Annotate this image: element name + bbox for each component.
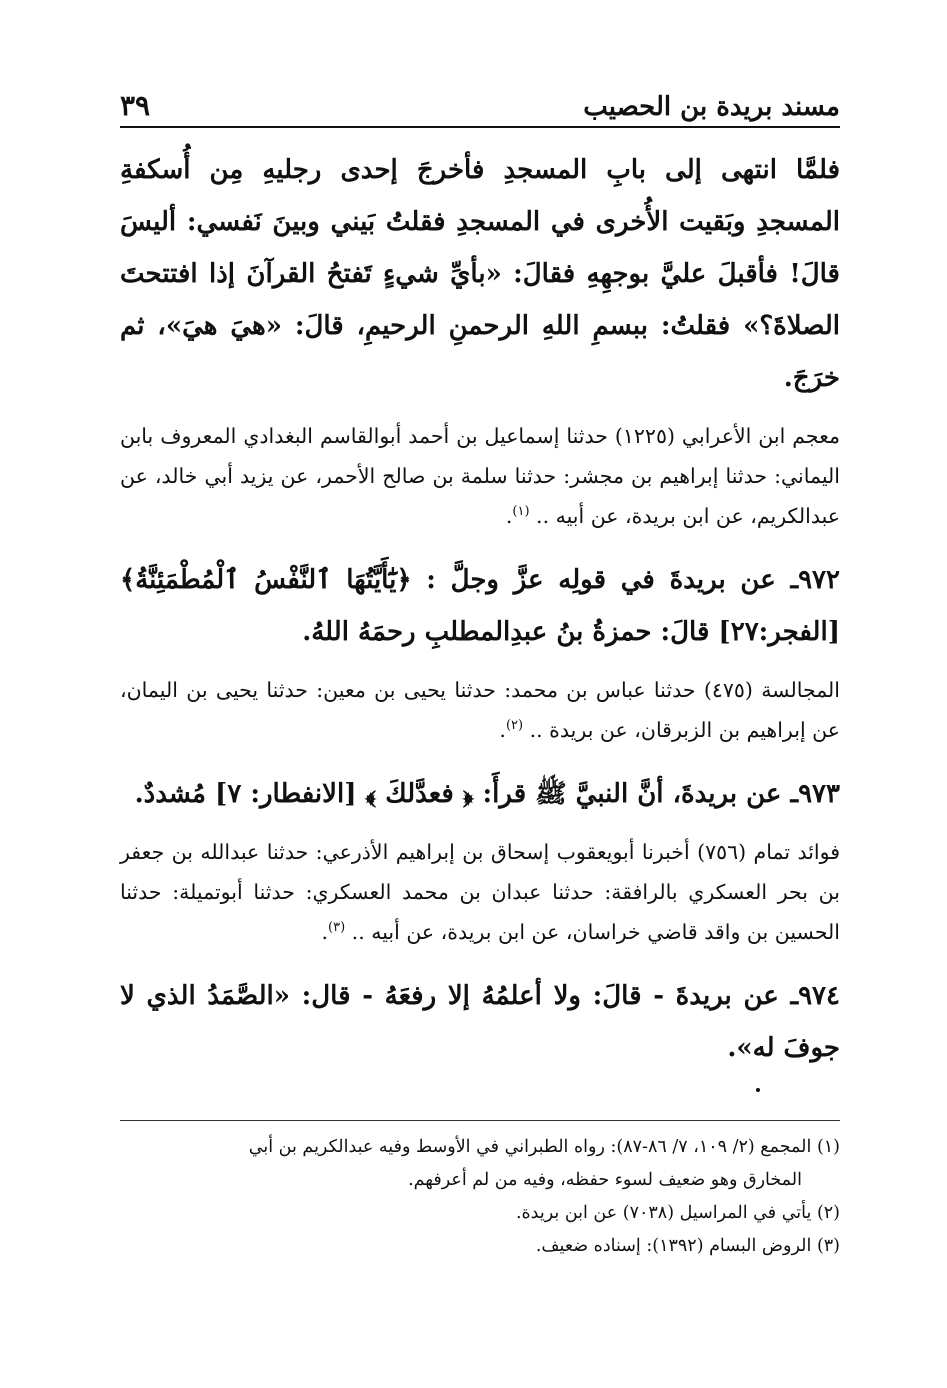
footnote-2: [120, 1197, 840, 1230]
hadith-text: ٩٧٢ـ عن بريدةَ في قولِه عزَّ وجلَّ : ﴿يَٰٓأَيَّتُهَا ٱلنَّفْسُ ٱلْمُطْمَئِنَّةُ﴾ [الفجر:٢٧] قالَ: حمزةُ بنُ عبدِالمطلبِ رحمَهُ اللهُ.: [120, 565, 840, 647]
source-paragraph: [120, 670, 840, 750]
source-text: معجم ابن الأعرابي (١٢٢٥) حدثنا إسماعيل بن أحمد أبوالقاسم البغدادي المعروف بابن اليماني: حدثنا إبراهيم بن مجشر: حدثنا سلمة بن صالح الأحمر، عن يزيد أبي خالد، عن عبدالكريم، عن ابن بريدة، عن أبيه ..: [120, 424, 841, 528]
source-paragraph: [120, 832, 840, 952]
footnote-ref: (١): [512, 504, 530, 520]
footnote-label: (٣): [816, 1236, 840, 1256]
footnotes: [120, 1120, 840, 1263]
footnote-3: [120, 1230, 840, 1263]
source-text: فوائد تمام (٧٥٦) أخبرنا أبويعقوب إسحاق بن إبراهيم الأذرعي: حدثنا عبدالله بن جعفر بن بحر العسكري بالرافقة: حدثنا عبدان بن محمد العسكري: حدثنا أبوتميلة: حدثنا الحسين بن واقد قاضي خراسان، عن ابن بريدة، عن أبيه ..: [120, 840, 840, 944]
footnote-label: (٢): [816, 1203, 840, 1223]
hadith-continuation: [120, 144, 840, 404]
separator-dot: [756, 1088, 760, 1092]
hadith-974: [120, 970, 840, 1074]
hadith-973: [120, 768, 840, 820]
source-end: .: [505, 504, 513, 528]
page-header: [120, 86, 840, 128]
running-head: مسند بريدة بن الحصيب: [583, 92, 840, 122]
footnote-text: الروض البسام (١٣٩٢): إسناده ضعيف.: [535, 1236, 812, 1256]
source-block: [120, 670, 840, 750]
page-number: ٣٩: [120, 89, 151, 122]
source-paragraph: [120, 416, 840, 536]
footnote-label: (١): [816, 1137, 840, 1157]
source-end: .: [499, 718, 506, 742]
source-end: .: [321, 920, 328, 944]
source-block: [120, 832, 840, 952]
hadith-text: ٩٧٤ـ عن بريدةَ - قالَ: ولا أعلمُهُ إلا رفعَهُ - قال: «الصَّمَدُ الذي لا جوفَ له».: [120, 981, 840, 1063]
footnote-1: [120, 1131, 840, 1164]
page-body: [120, 86, 840, 1074]
footnote-1-continuation: المخارق وهو ضعيف لسوء حفظه، وفيه من لم أعرفهم.: [408, 1170, 802, 1190]
footnote-text: المجمع (٢/ ١٠٩، ٧/ ٨٦-٨٧): رواه الطبراني في الأوسط وفيه عبدالكريم بن أبي: [248, 1137, 812, 1157]
footnote-text: يأتي في المراسيل (٧٠٣٨) عن ابن بريدة.: [515, 1203, 812, 1223]
hadith-text: ٩٧٣ـ عن بريدةَ، أنَّ النبيَّ ﷺ قرأَ: ﴿ فعدَّلكَ ﴾ [الانفطار: ٧] مُشددٌ.: [134, 779, 840, 809]
source-block: [120, 416, 840, 536]
hadith-972: [120, 554, 840, 658]
source-text: المجالسة (٤٧٥) حدثنا عباس بن محمد: حدثنا يحيى بن معين: حدثنا يحيى بن اليمان، عن إبراهيم بن الزبرقان، عن بريدة ..: [120, 678, 840, 742]
hadith-text: فلمَّا انتهى إلى بابِ المسجدِ فأخرجَ إحدى رجليهِ مِن أُسكفةِ المسجدِ وبَقيت الأُخرى في المسجدِ فقلتُ بَيني وبينَ نَفسي: أليسَ قالَ! فأقبلَ عليَّ بوجهِهِ فقالَ: «بأيِّ شيءٍ تَفتحُ القرآنَ إذا افتتحتَ الصلاةَ؟» فقلتُ: ببسمِ اللهِ الرحمنِ الرحيمِ، قالَ: «هيَ هيَ»، ثم خرَجَ.: [120, 155, 840, 393]
footnote-ref: (٢): [505, 718, 524, 734]
footnote-ref: (٣): [328, 920, 346, 936]
